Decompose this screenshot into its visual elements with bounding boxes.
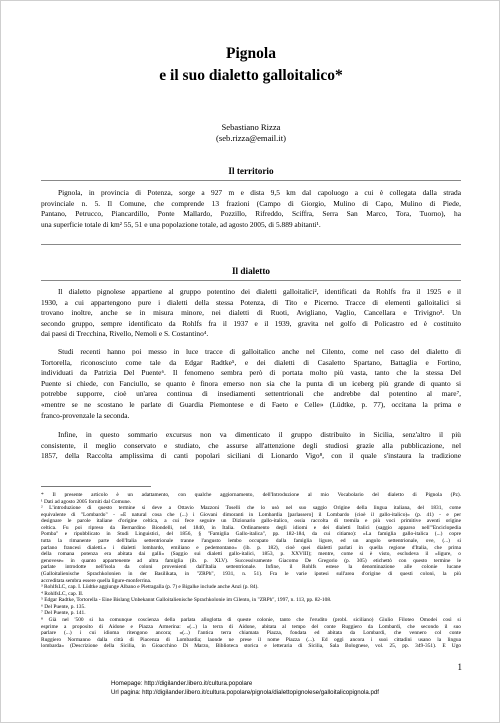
section-heading-territorio: Il territorio	[228, 166, 274, 176]
footnote-line: Ruggiero Normanno dalla città di Piacenza di Lombardia; laonde ne prese il nome Piazza (...). Ed oggi ancora i suoi cittadini usano la lingua	[41, 636, 461, 643]
paragraph-3	[41, 430, 461, 462]
footnote-line: ⁸ Già nel '500 si ha comunque coscienza della parlata alloglotta di queste colonie, tanto che l'erudito (probl. siciliano) Giulio Filoteo Omodei così si	[41, 616, 461, 623]
text-line: consistente, il meglio conservato e studiato, che assurse all'attenzione degli studiosi grazie alla pubblicazione, nel	[41, 440, 461, 450]
page-number: 1	[457, 662, 462, 672]
footer-page-url: Url pagina: http://digilander.libero.it/cultura.popolare/pignola/dialettopignolese/galloitalicopignola.pdf	[111, 689, 379, 696]
footnote-line: ³ RohlfsLC, cap. I. Lüdtke aggiunge Albano e Pietragalla (p. 7) e Bigalke include anche Anzi (p. 84).	[41, 584, 259, 591]
section-divider	[41, 244, 461, 245]
footnote-line: esprime a proposito di Aidone e Piazza Armerina: «(...) la terra di Aidone, abitata al tempo del conte Ruggiero da Lombardi, che secondo il suo	[41, 623, 461, 630]
footnote-line: ⁶ Del Puente, p. 135.	[41, 603, 86, 610]
author-email: (seb.rizza@email.it)	[216, 132, 286, 143]
title-line-2: e il suo dialetto galloitalico*	[159, 67, 343, 84]
footnote-separator	[41, 486, 151, 487]
section-divider	[41, 280, 461, 281]
text-line: Tortorella, riconosciuto come tale da Edgar Radtke⁵, e dei dialetti di Casaletto Spartano, Battaglia e Fortino,	[41, 357, 461, 367]
paragraph-1	[41, 287, 461, 340]
text-line: Pignola, in provincia di Potenza, sorge a 927 m e dista 9,5 km dal capoluogo a cui è collegata dalla strada	[58, 188, 461, 197]
text-line: individuati da Patrizia Del Puente⁶. Il fenomeno sembra però di portata molto più vasta, tanto che la stessa Del	[41, 368, 461, 378]
footnote-line: ⁴ RohlfsLC, cap. II.	[41, 590, 84, 597]
text-line: dai paesi di Trecchina, Rivello, Nemoli e S. Costantino⁴.	[41, 329, 209, 339]
text-line: Infine, in questo sommario excursus non va dimenticato il gruppo distribuito in Sicilia, senz'altro il più	[58, 430, 461, 439]
footnote-line: ⁷ Del Puente, p. 141.	[41, 610, 86, 617]
text-line: trovano inoltre, anche se in misura minore, nei dialetti di Ruoti, Avigliano, Vaglio, Cancellara e Trivigno³. Un	[41, 308, 461, 318]
footnote-line: ¹ Dati ad agosto 2005 forniti dal Comune.	[41, 498, 131, 505]
text-line: secondo gruppo, sempre identificato da Rohlfs fra il 1937 e il 1939, gravita nel golfo di Policastro ed è costituito	[41, 318, 461, 328]
text-line: Puente si chiede, con Fanciullo, se quanto è finora emerso non sia che la punta di un iceberg più grande di quanto si	[41, 378, 461, 388]
text-line: Il dialetto pignolese appartiene al gruppo potentino dei dialetti galloitalici², identificati da Rohlfs fra il 1925 e il	[58, 287, 461, 296]
footnote-line: parlano francesi dialetti.» i dialetti lombardo, emiliano e pedemontano» (ib. p. 182), cioè quei dialetti parlati in quella regione d'Italia, che prima	[41, 544, 461, 551]
section-heading-dialetto: Il dialetto	[231, 266, 271, 276]
footnote-line: designare le parole italiane d'origine celtica, a cui fece seguire un Dizionario gallo-italico, ossia raccolta di tremila e più voci primitive aventi origine	[41, 518, 461, 525]
footnote-line: ² L'introduzione di questo termine si deve a Ottavio Mazzoni Toselli che lo usò nel suo saggio Origine della lingua italiana, del 1831, come	[41, 505, 461, 512]
footnote-line: tutta la rimanente parte dell'Italia settentrionale tranne l'angusto lembo occupato dalla famiglia ligure, ed un angolo settentrionale, ove, (...) si	[41, 538, 461, 545]
footnote-line: accreditata sembra essere quella ligure-monferrina.	[41, 577, 152, 584]
section-territorio-text	[41, 188, 461, 230]
author-name: Sebastiano Rizza	[221, 122, 281, 132]
text-line: «mentre se ne scostano le parlate di Guardia Piemontese e di Faeto e Celle» (Lüdtke, p. 77), occitana la prima e	[41, 399, 461, 409]
text-line: 1857, della Raccolta amplissima di canti popolari siciliani di Lionardo Vigo⁸, con il quale s'instaura la tradizione	[41, 451, 461, 461]
footnote-line: equivalente di "Lombardo" - «È natural cosa che (...) i Giovani dimoranti in Lombardia [parlassero] il Lombardo (cioè il gallo-italico)» (p. 41) - e per	[41, 511, 461, 518]
author-block	[1, 122, 500, 143]
footnote-line: della romana potenza era abitata dai galli» (Saggio sui dialetti gallo-italici, 1853, p. XXVIII); mentre, come si è visto, escludeva il «ligure, o	[41, 551, 461, 558]
footnote-line: parlare (...) i cui idioma ritengono ancora; «(...) l'antica terra chiamata Piazza, fondata ed abitata da Lombardi, che vennero col conte	[41, 630, 461, 637]
text-line: potrebbe supporre, cioè un'area continua di insediamenti settentrionali che andrebbe dal potentino al mare⁷,	[41, 389, 461, 399]
footnote-line: Pomba" e ripubblicato in Studi Linguistici, del 1856, § "Famiglia Gallo-italica", pp. 182-184, da cui citiamo): «La famiglia gallo-italica (...) copre	[41, 531, 461, 538]
text-line: Studi recenti hanno poi messo in luce tracce di galloitalico anche nel Cilento, come nel caso del dialetto di	[58, 347, 461, 356]
text-line: provinciale n. 5. Il Comune, che comprende 13 frazioni (Campo di Giorgio, Mulino di Capo, Mulino di Piede,	[41, 198, 461, 208]
footnote-line: * Il presente articolo è un adattamento, con qualche aggiornamento, dell'Introduzione al mio Vocabolario del dialetto di Pignola (Pz).	[41, 492, 461, 498]
text-line: franco-provenzale la seconda.	[41, 410, 130, 420]
paragraph-2	[41, 347, 461, 421]
text-line: Pantano, Petrucco, Piancardillo, Ponte Mallardo, Pozzillo, Rifreddo, Sciffra, Serra San Marco, Tora, Tuorno), ha	[41, 209, 461, 219]
title-line-1: Pignola	[226, 45, 276, 62]
footnote-line: parlate introdotte nell'isola da coloni provenienti dall'Italia settentrionale. Infine, il Rohlfs estese la denominazione alle colonie lucane	[41, 564, 461, 571]
footnote-line: lombarda» (Descrizione della Sicilia, in Gioacchino Di Marzo, Biblioteca storica e letteraria di Sicilia, Sala Bolognese, vol. 25, pp. 349-351). E Ugo	[41, 643, 461, 650]
footnote-line: ⁵ Edgar Radtke, Tortorella - Eine Bislang Unbekannt Galloitalienische Sprachkolonie im Cilento, in "ZRPh", 1997, n. 113, pp. 82-108.	[41, 597, 332, 604]
text-line: 1930, a cui appartengono pure i dialetti della stessa Potenza, di Tito e Picerno. Tracce di elementi galloitalici si	[41, 297, 461, 307]
footnote-line: celtica. Fu poi ripreso da Bernardino Biondelli, nel 1840, in Italia. Ordinamento degli idiomi e dei dialetti Italici (saggio apparso nell'"Enciclopedia	[41, 524, 461, 531]
footnote-line: genovese» in quanto appartenente ad altra famiglia (ib. p. XLV). Successivamente Giacomo De Gregorio (p. 305) etichettò con questo termine le	[41, 557, 461, 564]
footer-homepage: Homepage: http://digilander.libero.it/cultura.popolare	[111, 680, 253, 687]
footnotes	[41, 492, 461, 650]
section-divider	[41, 180, 461, 181]
footnote-line: (Galloitalienische Sprachkolonien in der Basilikata, in "ZRPh", 1931, n. 51). Fra le varie ipotesi sull'area d'origine di questi coloni, la più	[41, 570, 461, 577]
text-line: una superficie totale di km² 55, 51 e una popolazione totale, ad agosto 2005, di 5.889 abitanti¹.	[41, 219, 321, 229]
